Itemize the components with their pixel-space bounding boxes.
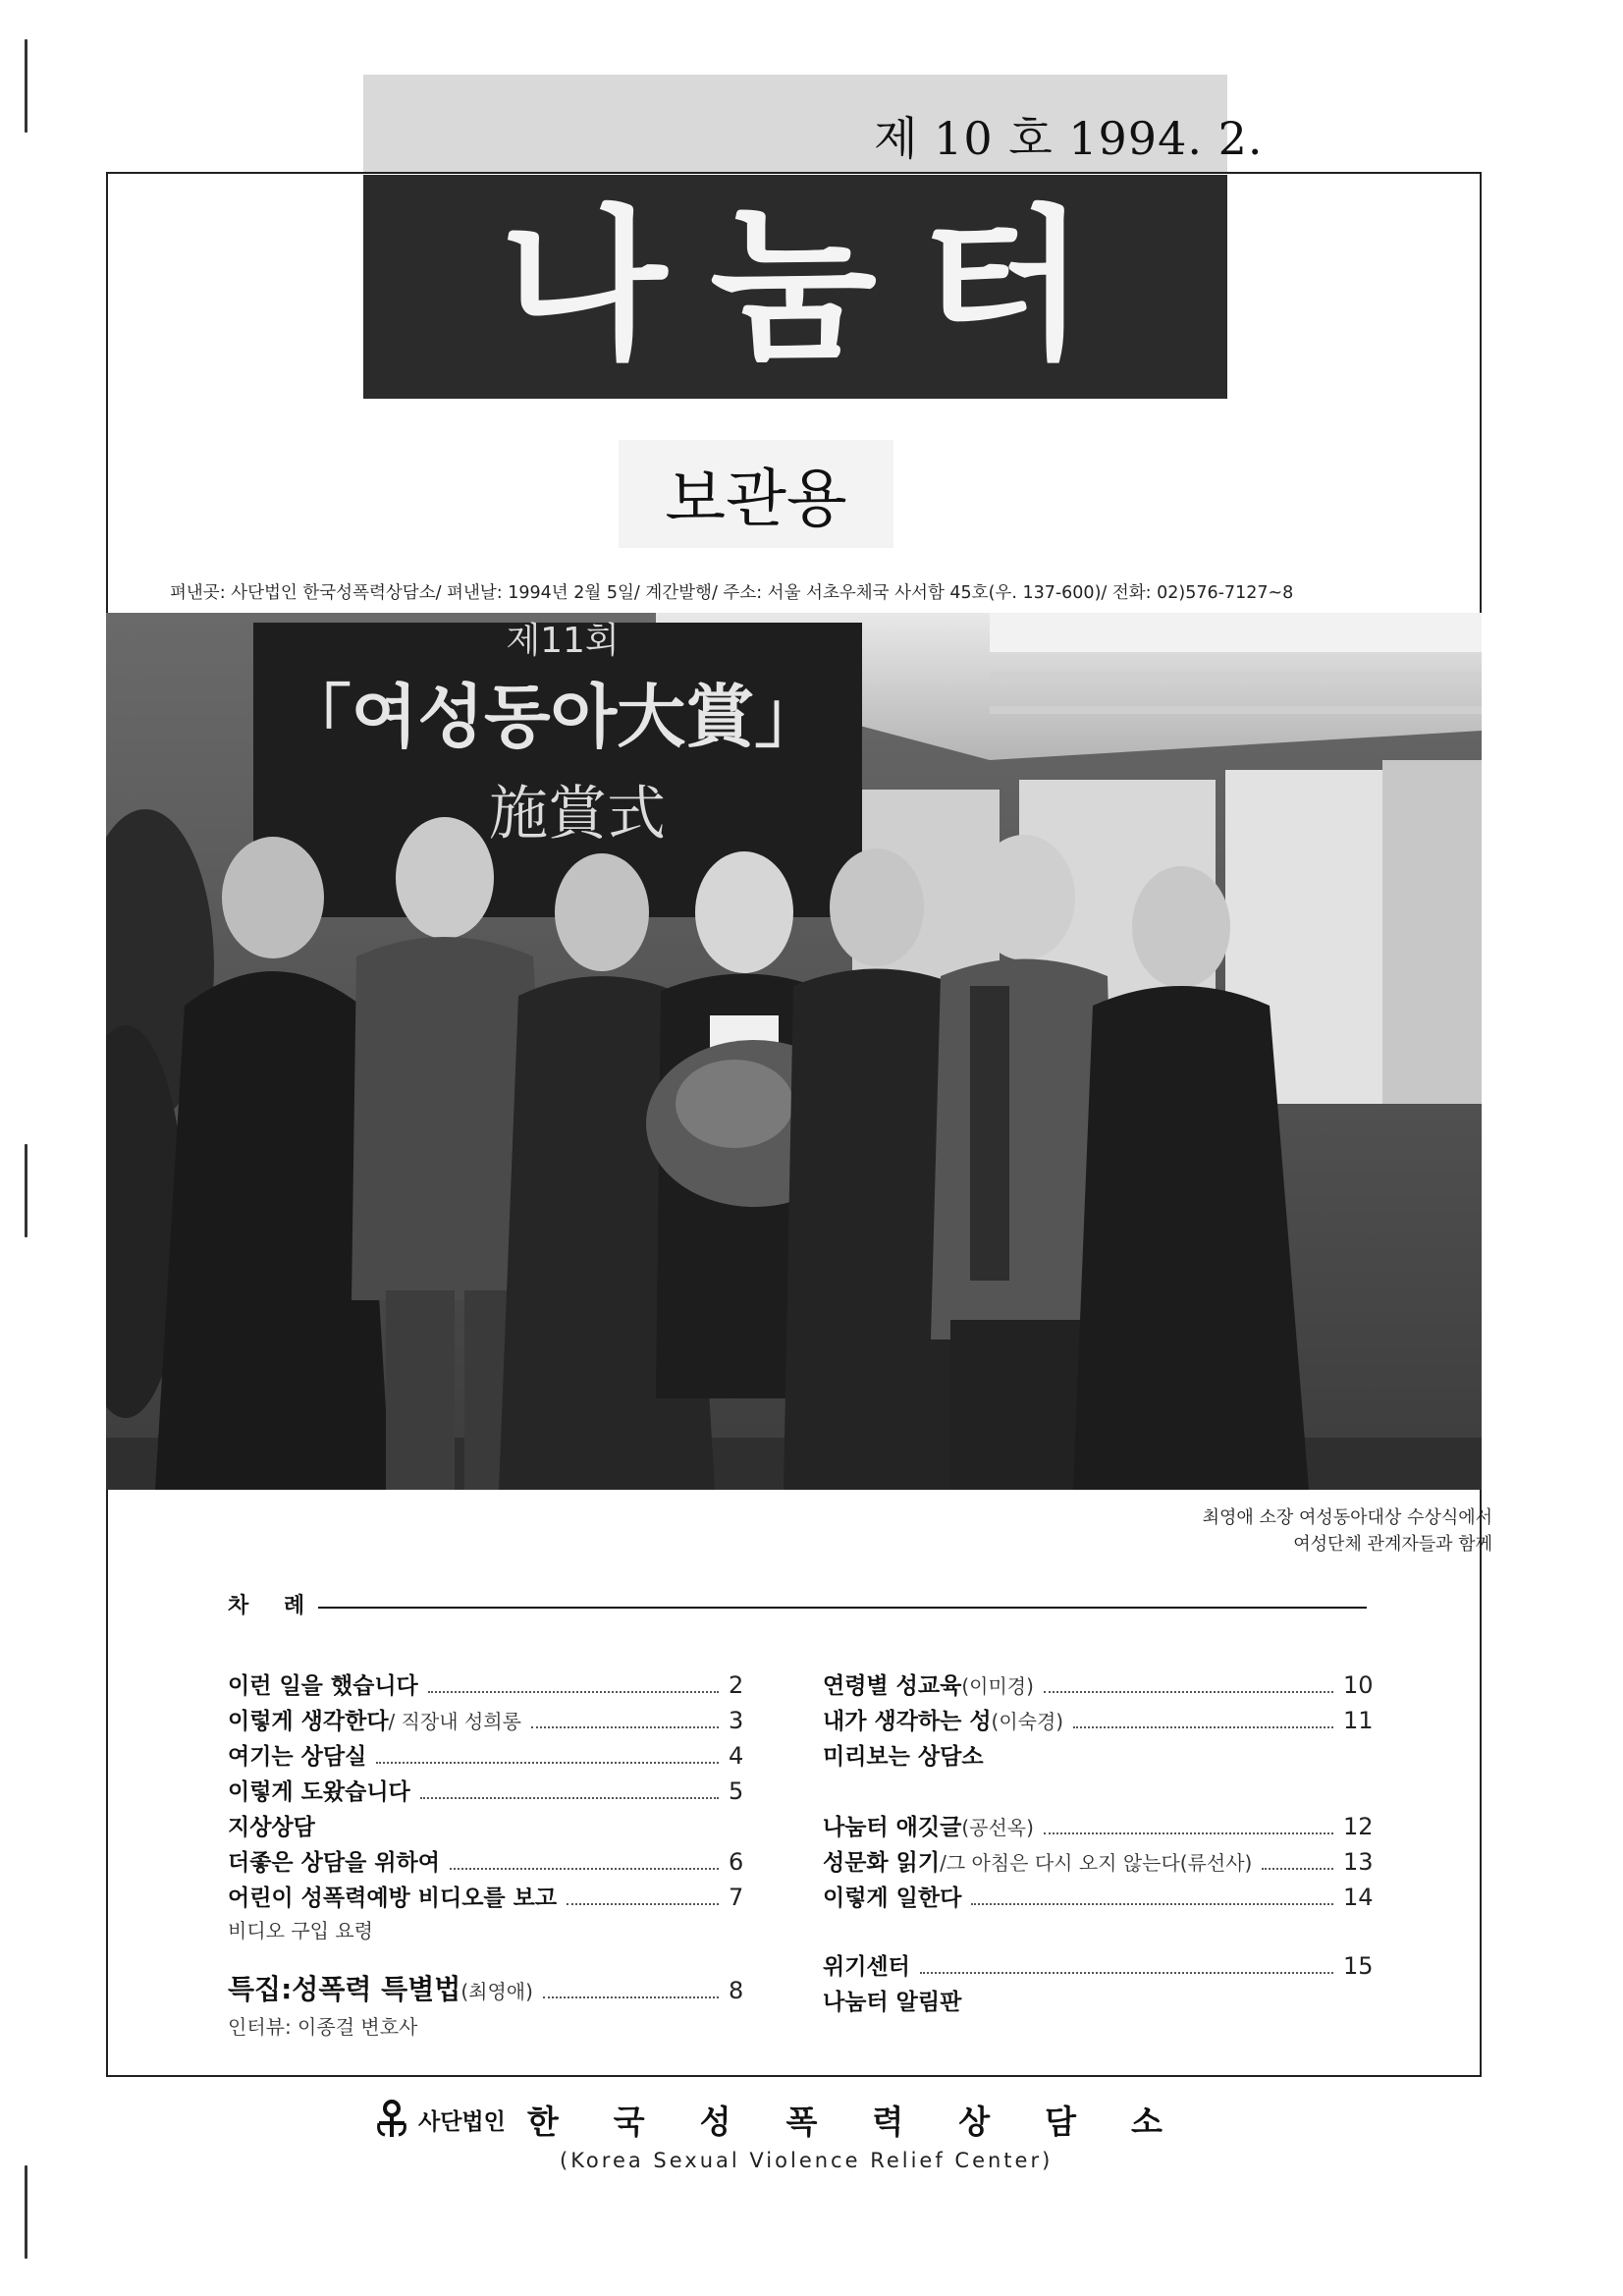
scan-edge-mark bbox=[25, 39, 27, 133]
toc-leader bbox=[543, 1996, 719, 1998]
toc-title: 나눔터 애깃글 bbox=[823, 1815, 962, 1840]
org-english-name: (Korea Sexual Violence Relief Center) bbox=[560, 2149, 1054, 2172]
toc-entry[interactable] bbox=[228, 1667, 758, 1700]
toc-page: 12 bbox=[1343, 1813, 1374, 1840]
toc-entry[interactable] bbox=[823, 1948, 1373, 1981]
toc-leader bbox=[1044, 1691, 1333, 1693]
toc-entry[interactable] bbox=[228, 1880, 758, 1912]
toc-leader bbox=[376, 1762, 719, 1764]
banner-line2: 「여성동아大賞」 bbox=[282, 677, 824, 757]
toc-title: 위기센터 bbox=[823, 1954, 910, 1980]
toc-leader bbox=[971, 1903, 1333, 1905]
toc-entry[interactable] bbox=[228, 1738, 758, 1771]
toc-page: 8 bbox=[729, 1977, 744, 2004]
toc-page: 3 bbox=[729, 1707, 744, 1734]
toc-heading: 차 례 bbox=[228, 1594, 319, 1618]
toc-entry[interactable] bbox=[823, 1738, 1373, 1771]
toc-leader bbox=[920, 1972, 1333, 1974]
archive-copy-label: 보관용 bbox=[619, 440, 893, 548]
issue-number: 제 10 호 1994. 2. bbox=[874, 112, 1264, 165]
org-logo-icon bbox=[375, 2100, 408, 2139]
toc-subtitle: 인터뷰: 이종걸 변호사 bbox=[228, 2015, 418, 2039]
toc-title: 여기는 상담실 bbox=[228, 1744, 367, 1770]
masthead bbox=[363, 175, 1227, 399]
caption-line: 여성단체 관계자들과 함께 bbox=[1293, 1534, 1492, 1555]
toc-subtitle: 비디오 구입 요령 bbox=[228, 1919, 373, 1942]
toc-author: (이숙경) bbox=[991, 1710, 1064, 1733]
toc-entry[interactable] bbox=[823, 1703, 1373, 1735]
toc-page: 4 bbox=[729, 1742, 744, 1770]
toc-entry[interactable] bbox=[823, 1844, 1373, 1877]
toc-page: 7 bbox=[729, 1884, 744, 1911]
cover-photo bbox=[106, 613, 1482, 1490]
toc-title: 미리보는 상담소 bbox=[823, 1744, 984, 1770]
toc-entry[interactable] bbox=[228, 1774, 758, 1806]
toc-title: 이런 일을 했습니다 bbox=[228, 1673, 418, 1699]
toc-author: (공선옥) bbox=[961, 1816, 1034, 1839]
toc-leader bbox=[450, 1868, 719, 1870]
toc-entry[interactable] bbox=[823, 1984, 1373, 2016]
scan-edge-mark bbox=[25, 1144, 27, 1237]
toc-leader bbox=[428, 1691, 719, 1693]
toc-title: 어린이 성폭력예방 비디오를 보고 bbox=[228, 1886, 558, 1911]
toc-leader bbox=[1262, 1868, 1333, 1870]
toc-page: 6 bbox=[729, 1848, 744, 1876]
banner-line1: 제11회 bbox=[506, 621, 620, 661]
toc-entry[interactable] bbox=[228, 1968, 758, 2007]
toc-title: 나눔터 알림판 bbox=[823, 1990, 962, 2015]
toc-title: 이렇게 일한다 bbox=[823, 1886, 962, 1911]
toc-title: 연령별 성교육 bbox=[823, 1673, 962, 1699]
toc-entry[interactable] bbox=[823, 1880, 1373, 1912]
toc-entry[interactable] bbox=[228, 1703, 758, 1735]
toc-entry[interactable] bbox=[228, 1844, 758, 1877]
toc-title: 이렇게 도왔습니다 bbox=[228, 1779, 410, 1805]
toc-leader bbox=[1073, 1726, 1333, 1728]
toc-author: / 직장내 성희롱 bbox=[388, 1710, 521, 1733]
newsletter-title: 나눔터 bbox=[499, 191, 1131, 382]
toc-leader bbox=[531, 1726, 719, 1728]
toc-page: 14 bbox=[1343, 1884, 1374, 1911]
toc-header bbox=[228, 1589, 1367, 1624]
toc-page: 13 bbox=[1343, 1848, 1374, 1876]
toc-leader bbox=[420, 1797, 719, 1799]
toc-rule bbox=[318, 1607, 1367, 1609]
toc-title: 더좋은 상담을 위하여 bbox=[228, 1850, 440, 1876]
banner-line3: 施賞式 bbox=[489, 780, 666, 848]
footer-organization bbox=[375, 2100, 1259, 2139]
toc-entry[interactable] bbox=[228, 1809, 758, 1841]
toc-title: 성문화 읽기 bbox=[823, 1850, 941, 1876]
toc-page: 10 bbox=[1343, 1671, 1374, 1699]
toc-title: 특집:성폭력 특별법 bbox=[228, 1973, 461, 2005]
toc-title: 지상상담 bbox=[228, 1815, 315, 1840]
photo-caption bbox=[1080, 1504, 1492, 1558]
toc-page: 15 bbox=[1343, 1952, 1374, 1980]
org-prefix: 사단법인 bbox=[418, 2108, 506, 2135]
scan-edge-mark bbox=[25, 2165, 27, 2259]
caption-line: 최영애 소장 여성동아대상 수상식에서 bbox=[1202, 1507, 1492, 1528]
toc-leader bbox=[1044, 1832, 1333, 1834]
toc-author: (이미경) bbox=[961, 1674, 1034, 1698]
toc-entry[interactable] bbox=[823, 1809, 1373, 1841]
toc-leader bbox=[567, 1903, 719, 1905]
toc-entry[interactable] bbox=[823, 1667, 1373, 1700]
publisher-info: 펴낸곳: 사단법인 한국성폭력상담소/ 펴낸날: 1994년 2월 5일/ 계간발행/ 주소: 서울 서초우체국 사서함 45호(우. 137-600)/ 전화: 02)576-7127~8 bbox=[170, 583, 1294, 603]
toc-page: 2 bbox=[729, 1671, 744, 1699]
toc-title: 이렇게 생각한다 bbox=[228, 1709, 389, 1734]
toc-page: 11 bbox=[1343, 1707, 1374, 1734]
toc-title: 내가 생각하는 성 bbox=[823, 1709, 992, 1734]
toc-author: /그 아침은 다시 오지 않는다(류선사) bbox=[940, 1851, 1253, 1875]
toc-page: 5 bbox=[729, 1777, 744, 1805]
org-name: 한국성폭력상담소 bbox=[526, 2102, 1217, 2141]
toc-author: (최영애) bbox=[460, 1980, 533, 2003]
